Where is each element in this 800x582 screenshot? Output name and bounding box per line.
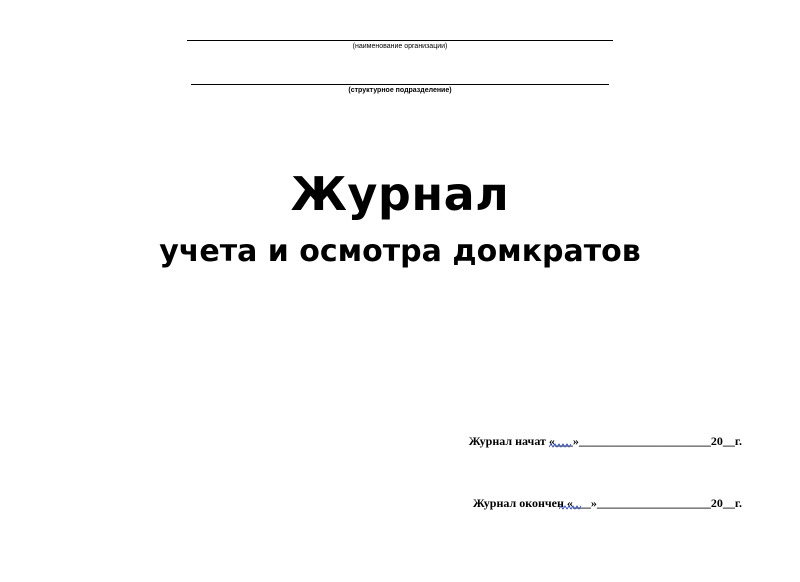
journal-finished-text: Журнал окончен «___»___________________20__г. <box>472 496 742 510</box>
journal-subtitle: учета и осмотра домкратов <box>159 234 641 269</box>
department-underline <box>191 84 609 85</box>
journal-finished-line <box>473 496 742 510</box>
spellcheck-squiggle <box>559 505 581 511</box>
journal-title: Журнал <box>290 167 510 221</box>
journal-started-text: Журнал начат «___»______________________20__г. <box>468 434 742 448</box>
organization-underline <box>187 40 613 41</box>
journal-started-line <box>469 434 742 448</box>
department-caption: (структурное подразделение) <box>348 87 452 94</box>
organization-caption: (наименование организации) <box>352 43 448 50</box>
spellcheck-squiggle <box>549 443 571 449</box>
